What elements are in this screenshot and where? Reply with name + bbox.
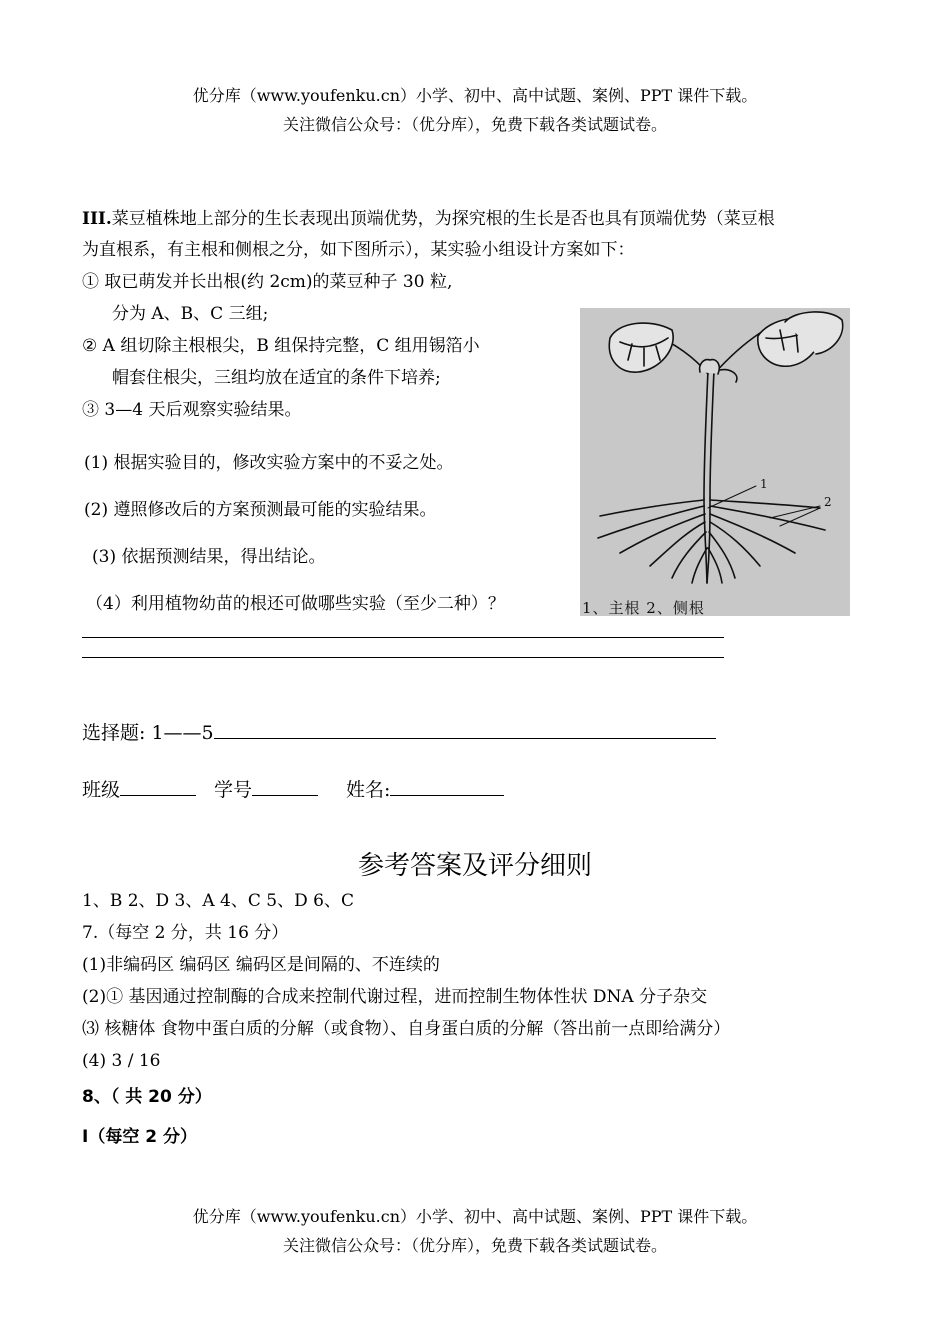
answers-q7-1: (1)非编码区 编码区 编码区是间隔的、不连续的 — [82, 955, 440, 975]
answers-q8-title: 8、（ 共 20 分） — [82, 1087, 212, 1107]
name-blank[interactable] — [390, 777, 504, 796]
question-intro-2: 为直根系，有主根和侧根之分，如下图所示），某实验小组设计方案如下： — [82, 240, 635, 260]
header-line-2: 关注微信公众号：（优分库），免费下载各类试题试卷。 — [282, 115, 667, 134]
choice-answer-blank[interactable] — [214, 720, 716, 739]
answer-line-2 — [82, 657, 724, 658]
header-line-1: 优分库（www.youfenku.cn）小学、初中、高中试题、案例、PPT 课件下载。 — [192, 86, 758, 105]
answers-choice: 1、B 2、D 3、A 4、C 5、D 6、C — [82, 891, 354, 911]
seedling-drawing — [580, 308, 850, 616]
step-2b: 帽套住根尖，三组均放在适宜的条件下培养; — [112, 368, 441, 388]
answers-q7-2: (2)① 基因通过控制酶的合成来控制代谢过程，进而控制生物体性状 DNA 分子杂交 — [82, 987, 708, 1007]
sub-question-4: （4）利用植物幼苗的根还可做哪些实验（至少二种）？ — [86, 594, 505, 614]
question-label: III. — [82, 209, 112, 229]
step-3: ③ 3—4 天后观察实验结果。 — [82, 400, 302, 420]
figure-label-1: 1 — [760, 477, 768, 491]
answers-q7-title: 7.（每空 2 分，共 16 分） — [82, 923, 289, 943]
choice-answer-row — [82, 718, 716, 745]
answers-q7-4: (4) 3 / 16 — [82, 1051, 161, 1071]
question-intro-1 — [82, 207, 775, 231]
step-1a: ① 取已萌发并长出根(约 2cm)的菜豆种子 30 粒, — [82, 272, 453, 292]
footer-line-2: 关注微信公众号：（优分库），免费下载各类试题试卷。 — [282, 1236, 667, 1255]
footer-line-1: 优分库（www.youfenku.cn）小学、初中、高中试题、案例、PPT 课件下载。 — [192, 1207, 758, 1226]
sub-question-1: (1) 根据实验目的，修改实验方案中的不妥之处。 — [84, 453, 454, 473]
step-1b: 分为 A、B、C 三组; — [112, 304, 269, 324]
step-2a: ② A 组切除主根根尖，B 组保持完整，C 组用锡箔小 — [82, 336, 480, 356]
student-no-label: 学号 — [214, 779, 253, 801]
student-info-row — [82, 775, 504, 802]
answers-title: 参考答案及评分细则 — [357, 851, 592, 881]
answers-q7-3: ⑶ 核糖体 食物中蛋白质的分解（或食物）、自身蛋白质的分解（答出前一点即给满分） — [82, 1019, 731, 1039]
question-intro-text-1: 菜豆植株地上部分的生长表现出顶端优势，为探究根的生长是否也具有顶端优势（菜豆根 — [111, 209, 775, 229]
sub-question-2: (2) 遵照修改后的方案预测最可能的实验结果。 — [84, 500, 437, 520]
student-no-blank[interactable] — [252, 777, 318, 796]
seedling-root-figure — [580, 308, 850, 616]
sub-question-3: (3) 依据预测结果，得出结论。 — [92, 547, 326, 567]
choice-label: 选择题: 1——5 — [82, 722, 214, 744]
answer-line-1 — [82, 637, 724, 638]
figure-label-2: 2 — [824, 495, 832, 509]
answers-q8-part-1: I（每空 2 分） — [82, 1127, 197, 1147]
name-label: 姓名: — [346, 779, 391, 801]
class-label: 班级 — [82, 779, 121, 801]
figure-caption: 1、主根 2、侧根 — [582, 599, 705, 617]
class-blank[interactable] — [120, 777, 196, 796]
